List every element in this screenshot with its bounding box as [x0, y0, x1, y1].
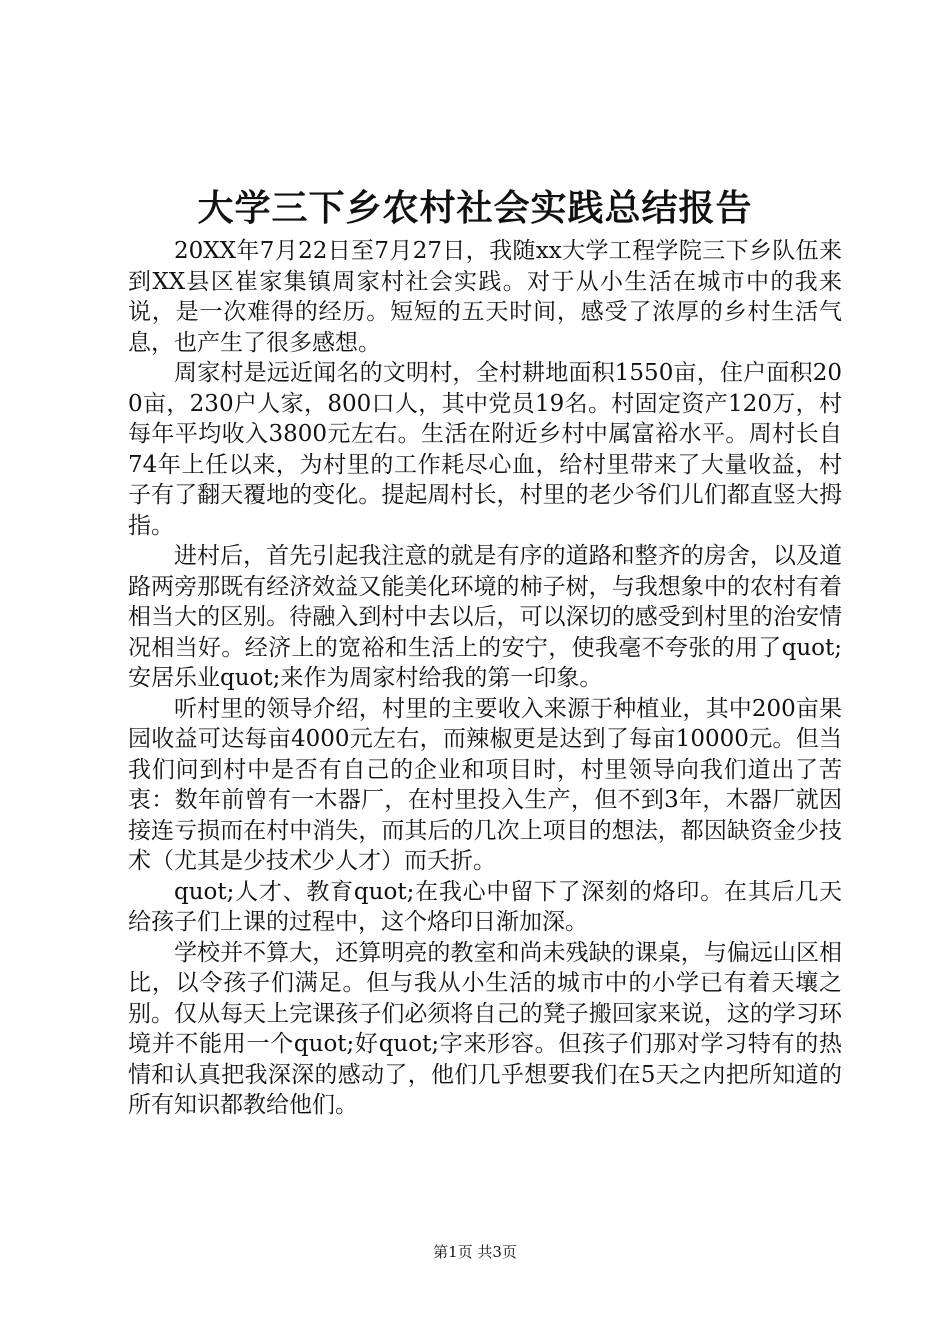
document-title: 大学三下乡农村社会实践总结报告	[197, 187, 753, 229]
paragraph: 学校并不算大，还算明亮的教室和尚未残缺的课桌，与偏远山区相比，以令孩子们满足。但与我从小生活的城市中的小学已有着天壤之别。仅从每天上完课孩子们必须将自己的凳子搬回家来说，这的学习环境并不能用一个quot;好quot;字来形容。但孩子们那对学习特有的热情和认真把我深深的感动了，他们几乎想要我们在5天之内把所知道的所有知识都教给他们。	[128, 939, 842, 1118]
paragraph: 进村后，首先引起我注意的就是有序的道路和整齐的房舍，以及道路两旁那既有经济效益又能美化环境的柿子树，与我想象中的农村有着相当大的区别。待融入到村中去以后，可以深切的感受到村里的治安情况相当好。经济上的宽裕和生活上的安宁，使我毫不夸张的用了quot;安居乐业quot;来作为周家村给我的第一印象。	[128, 543, 842, 691]
document-body	[128, 236, 842, 1121]
paragraph: 周家村是远近闻名的文明村，全村耕地面积1550亩，住户面积200亩，230户人家，800口人，其中党员19名。村固定资产120万，村每年平均收入3800元左右。生活在附近乡村中属富裕水平。周村长自74年上任以来，为村里的工作耗尽心血，给村里带来了大量收益，村子有了翻天覆地的变化。提起周村长，村里的老少爷们儿们都直竖大拇指。	[128, 360, 842, 539]
paragraph: 听村里的领导介绍，村里的主要收入来源于种植业，其中200亩果园收益可达每亩4000元左右，而辣椒更是达到了每亩10000元。但当我们问到村中是否有自己的企业和项目时，村里领导向我们道出了苦衷：数年前曾有一木器厂，在村里投入生产，但不到3年，木器厂就因接连亏损而在村中消失，而其后的几次上项目的想法，都因缺资金少技术（尤其是少技术少人才）而夭折。	[128, 695, 842, 874]
paragraph: 20XX年7月22日至7月27日，我随xx大学工程学院三下乡队伍来到XX县区崔家集镇周家村社会实践。对于从小生活在城市中的我来说，是一次难得的经历。短短的五天时间，感受了浓厚的乡村生活气息，也产生了很多感想。	[128, 238, 842, 356]
page-number-footer: 第1页 共3页	[433, 1243, 517, 1261]
paragraph: quot;人才、教育quot;在我心中留下了深刻的烙印。在其后几天给孩子们上课的过程中，这个烙印日渐加深。	[128, 878, 842, 935]
